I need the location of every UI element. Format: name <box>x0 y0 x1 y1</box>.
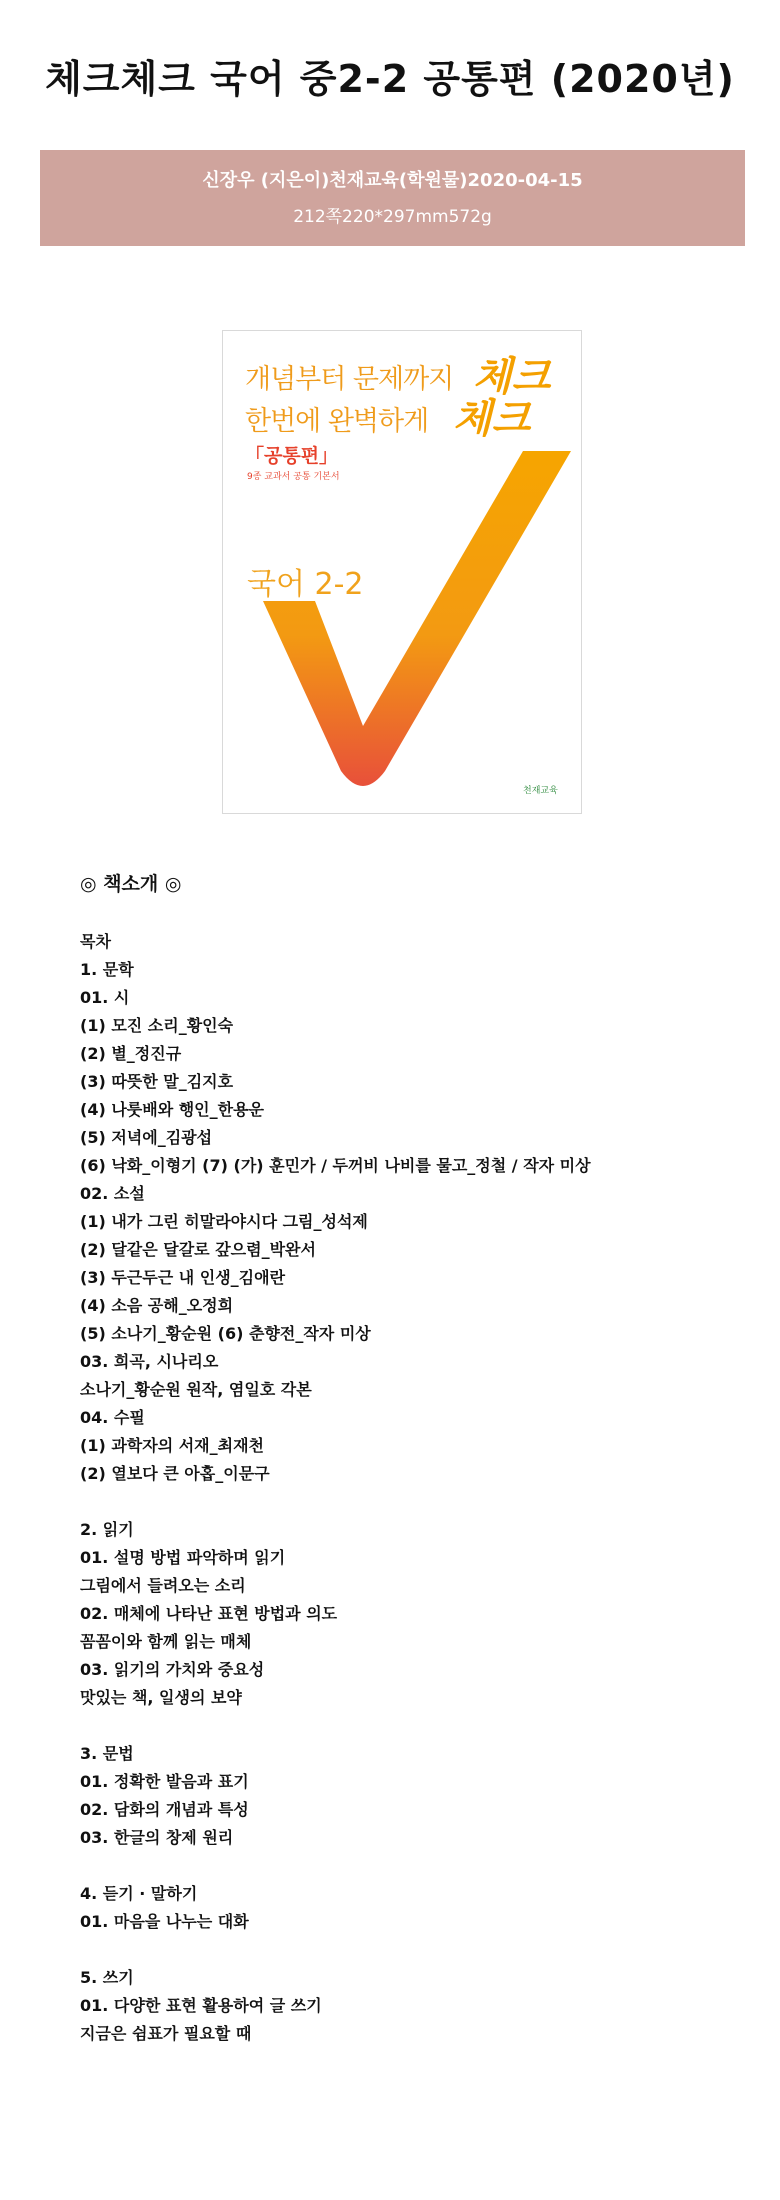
toc-line: 03. 한글의 창제 원리 <box>80 1828 234 1847</box>
book-info-box <box>40 150 745 246</box>
cover-subline: 9종 교과서 공통 기본서 <box>247 472 340 482</box>
toc-line: 지금은 쉼표가 필요할 때 <box>80 2024 252 2043</box>
cover-subject: 국어 2-2 <box>247 567 364 602</box>
toc-line: 목차 <box>80 932 111 951</box>
toc-line: (2) 별_정진규 <box>80 1044 182 1063</box>
author-publisher-date: 신장우 (지은이)천재교육(학원물)2020-04-15 <box>202 170 583 191</box>
toc-spacer <box>80 1712 740 1740</box>
section-title: ◎ 책소개 ◎ <box>80 873 182 895</box>
toc-line: 그림에서 들려오는 소리 <box>80 1576 246 1595</box>
book-introduction <box>80 870 740 2048</box>
toc-line: 02. 담화의 개념과 특성 <box>80 1800 249 1819</box>
toc-line: 1. 문학 <box>80 960 134 979</box>
toc-line: (1) 내가 그린 히말라야시다 그림_성석제 <box>80 1212 368 1231</box>
toc-line: (2) 열보다 큰 아홉_이문구 <box>80 1464 270 1483</box>
toc-line: (4) 나룻배와 행인_한용운 <box>80 1100 265 1119</box>
toc-line: 맛있는 책, 일생의 보약 <box>80 1688 242 1707</box>
toc-line: (2) 달같은 달갈로 갚으렴_박완서 <box>80 1240 316 1259</box>
toc-line: (6) 낙화_이형기 (7) (가) 훈민가 / 두꺼비 나비를 물고_정철 / 작자 미상 <box>80 1156 591 1175</box>
toc-line: (4) 소음 공해_오정희 <box>80 1296 234 1315</box>
cover-brand-1: 체크 <box>473 354 551 400</box>
toc-line: 03. 읽기의 가치와 중요성 <box>80 1660 265 1679</box>
page-title: 체크체크 국어 중2-2 공통편 (2020년) <box>45 57 735 101</box>
toc-line: 소나기_황순원 원작, 염일호 각본 <box>80 1380 312 1399</box>
book-cover-image <box>222 330 582 814</box>
toc-line: 02. 소설 <box>80 1184 145 1203</box>
cover-publisher: 천재교육 <box>523 786 558 796</box>
cover-tagline-2: 한번에 완벽하게 <box>245 406 429 437</box>
cover-edition: 「공통편」 <box>245 445 339 467</box>
toc-line: 01. 다양한 표현 활용하여 글 쓰기 <box>80 1996 322 2015</box>
toc-line: (1) 과학자의 서재_최재천 <box>80 1436 265 1455</box>
toc-line: (5) 저녁에_김광섭 <box>80 1128 213 1147</box>
cover-brand-2: 체크 <box>453 396 531 442</box>
toc-line: 3. 문법 <box>80 1744 134 1763</box>
toc-line: 02. 매체에 나타난 표현 방법과 의도 <box>80 1604 338 1623</box>
toc-spacer <box>80 1852 740 1880</box>
toc-line: 04. 수필 <box>80 1408 145 1427</box>
toc-line: 2. 읽기 <box>80 1520 134 1539</box>
toc-line: 01. 시 <box>80 988 130 1007</box>
toc-line: 01. 설명 방법 파악하며 읽기 <box>80 1548 286 1567</box>
toc-spacer <box>80 1936 740 1964</box>
toc-line: (1) 모진 소리_황인숙 <box>80 1016 234 1035</box>
toc-line: (3) 두근두근 내 인생_김애란 <box>80 1268 286 1287</box>
toc-line: (5) 소나기_황순원 (6) 춘향전_작자 미상 <box>80 1324 371 1343</box>
table-of-contents <box>80 928 740 2048</box>
cover-tagline-1: 개념부터 문제까지 <box>245 364 454 395</box>
toc-line: 꼼꼼이와 함께 읽는 매체 <box>80 1632 252 1651</box>
toc-line: 5. 쓰기 <box>80 1968 134 1987</box>
toc-line: (3) 따뜻한 말_김지호 <box>80 1072 234 1091</box>
toc-line: 01. 정확한 발음과 표기 <box>80 1772 249 1791</box>
page-size-weight: 212쪽220*297mm572g <box>293 207 492 227</box>
toc-spacer <box>80 1488 740 1516</box>
toc-line: 03. 희곡, 시나리오 <box>80 1352 219 1371</box>
toc-line: 4. 듣기 · 말하기 <box>80 1884 198 1903</box>
toc-line: 01. 마음을 나누는 대화 <box>80 1912 249 1931</box>
